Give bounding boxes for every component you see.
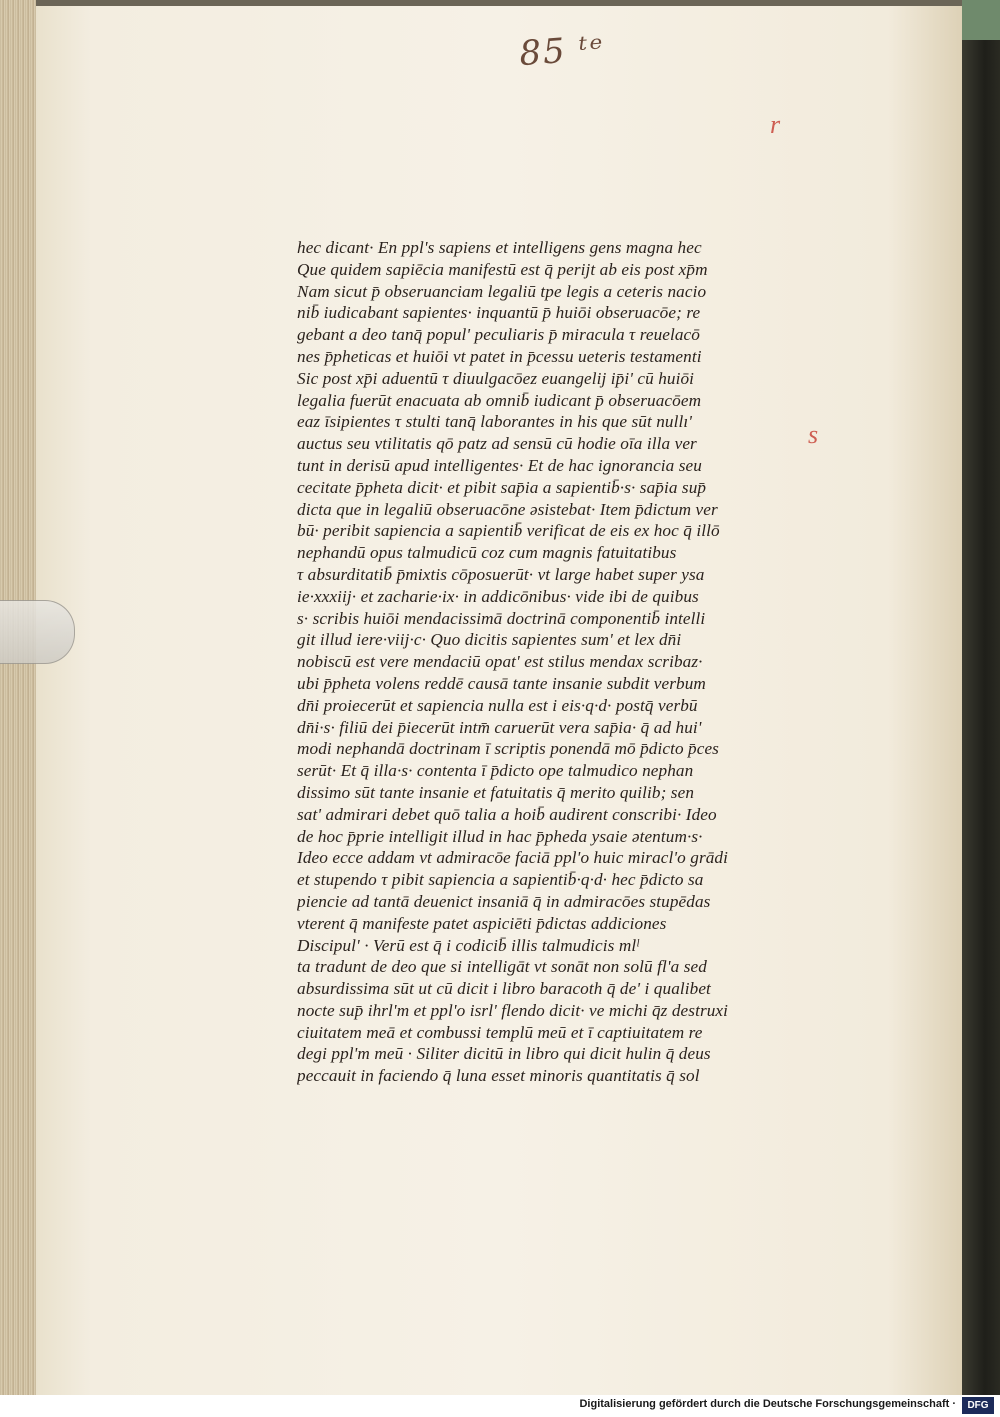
text-line: piencie ad tantā deuenict insaniā q̄ in admiracōes stupēdas	[297, 891, 711, 911]
text-column	[297, 237, 827, 1107]
text-line: modi nephandā doctrinam ī scriptis ponendā mō p̄dicto p̄ces	[297, 739, 719, 759]
book-page-stack	[0, 0, 41, 1395]
text-line: nobiscū est vere mendaciū opat' est stilus mendax scribaz·	[297, 652, 703, 672]
text-line: absurdissima sūt ut cū dicit i libro baracoth q̄ de' i qualibet	[297, 979, 711, 999]
text-line: legalia fuerūt enacuata ab omnib̄ iudicant p̄ obseruacōem	[297, 390, 702, 410]
text-line: Ideo ecce addam vt admiracōe faciā ppl'o huic miracl'o grādi	[297, 848, 729, 868]
text-line: serūt· Et q̄ illa·s· contenta ī p̄dicto ope talmudico nephan	[297, 761, 694, 781]
text-line: vterent q̄ manifeste patet aspiciēti p̄dictas addiciones	[297, 913, 667, 933]
text-line: sat' admirari debet quō talia a hoib̄ audirent conscribi· Ideo	[297, 804, 717, 824]
text-line: ciuitatem meā et combussi templū meū et ī captiuitatem re	[297, 1022, 703, 1042]
text-line: git illud iere·viij·c· Quo dicitis sapientes sum' et lex dn̄i	[297, 630, 682, 650]
text-line: τ absurditatib̄ p̄mixtis cōposuerūt· vt large habet super ysa	[297, 564, 705, 584]
text-line: dn̄i·s· filiū dei p̄iecerūt intm̄ caruerūt vera sap̄ia· q̄ ad hui'	[297, 717, 702, 737]
folio-number: 85 ᵗᵉ	[518, 28, 607, 75]
text-line: ubi p̄pheta volens reddē causā tante insanie subdit verbum	[297, 673, 706, 693]
text-line: dn̄i proiecerūt et sapiencia nulla est i eis·q·d· postq̄ verbū	[297, 695, 698, 715]
text-line: ie·xxxiij· et zacharie·ix· in addicōnibus· vide ibi de quibus	[297, 586, 699, 606]
text-line: gebant a deo tanq̄ popul' peculiaris p̄ miracula τ reuelacō	[297, 325, 700, 345]
text-line: degi ppl'm meū · Siliter dicitū in libro qui dicit hulin q̄ deus	[297, 1044, 711, 1064]
text-line: tunt in derisū apud intelligentes· Et de hac ignorancia seu	[297, 455, 702, 475]
bookmark-tab	[0, 600, 75, 664]
text-line: peccauit in faciendo q̄ luna esset minoris quantitatis q̄ sol	[297, 1066, 700, 1086]
text-line: ta tradunt de deo que si intelligāt vt sonāt non solū fl'a sed	[297, 957, 707, 977]
text-line: s· scribis huiōi mendacissimā doctrinā componentib̄ intelli	[297, 608, 706, 628]
text-line: dissimo sūt tante insanie et fatuitatis q̄ merito quilib; sen	[297, 782, 695, 802]
text-line: et stupendo τ pibit sapiencia a sapientib̄·q·d· hec p̄dicto sa	[297, 870, 704, 890]
text-line: nes p̄pheticas et huiōi vt patet in p̄cessu ueteris testamenti	[297, 346, 702, 366]
book-right-edge	[962, 0, 1000, 1395]
text-line: Discipul' · Verū est q̄ i codicib̄ illis talmudicis mlˡ	[297, 935, 639, 955]
dfg-logo: DFG	[962, 1397, 994, 1414]
text-line: dicta que in legaliū obseruacōne əsistebat· Item p̄dictum ver	[297, 499, 718, 519]
funding-credit: Digitalisierung gefördert durch die Deutsche Forschungsgemeinschaft ·	[579, 1398, 956, 1410]
text-line: nib̄ iudicabant sapientes· inquantū p̄ huiōi obseruacōe; re	[297, 303, 701, 323]
text-line: eaz īsipientes τ stulti tanq̄ laborantes in his que sūt nullı'	[297, 412, 693, 432]
footer-bar	[0, 1395, 1000, 1417]
text-line: cecitate p̄pheta dicit· et pibit sap̄ia a sapientib̄·s· sap̄ia sup̄	[297, 477, 707, 497]
text-line: auctus seu vtilitatis qō patz ad sensū cū hodie oīa illa ver	[297, 434, 697, 454]
text-line: nocte sup̄ ihrl'm et ppl'o isrl' flendo dicit· ve michi q̄z destruxi	[297, 1000, 729, 1020]
rubric-mark: r	[770, 110, 781, 139]
text-line: Que quidem sapiēcia manifestū est q̄ perijt ab eis post xp̄m	[297, 259, 708, 279]
text-line: Nam sicut p̄ obseruanciam legaliū tpe legis a ceteris nacio	[297, 281, 707, 301]
text-line: de hoc p̄prie intelligit illud in hac p̄pheda ysaie ətentum·s·	[297, 826, 703, 846]
text-line: bū· peribit sapiencia a sapientib̄ verificat de eis ex hoc q̄ illō	[297, 521, 720, 541]
rubric-mark: s	[808, 420, 819, 449]
text-line: hec dicant· En ppl's sapiens et intelligens gens magna hec	[297, 238, 702, 257]
text-line: nephandū opus talmudicū coz cum magnis fatuitatibus	[297, 543, 677, 563]
text-line: Sic post xp̄i aduentū τ diuulgacōez euangelij ip̄i' cū huiōi	[297, 368, 695, 388]
